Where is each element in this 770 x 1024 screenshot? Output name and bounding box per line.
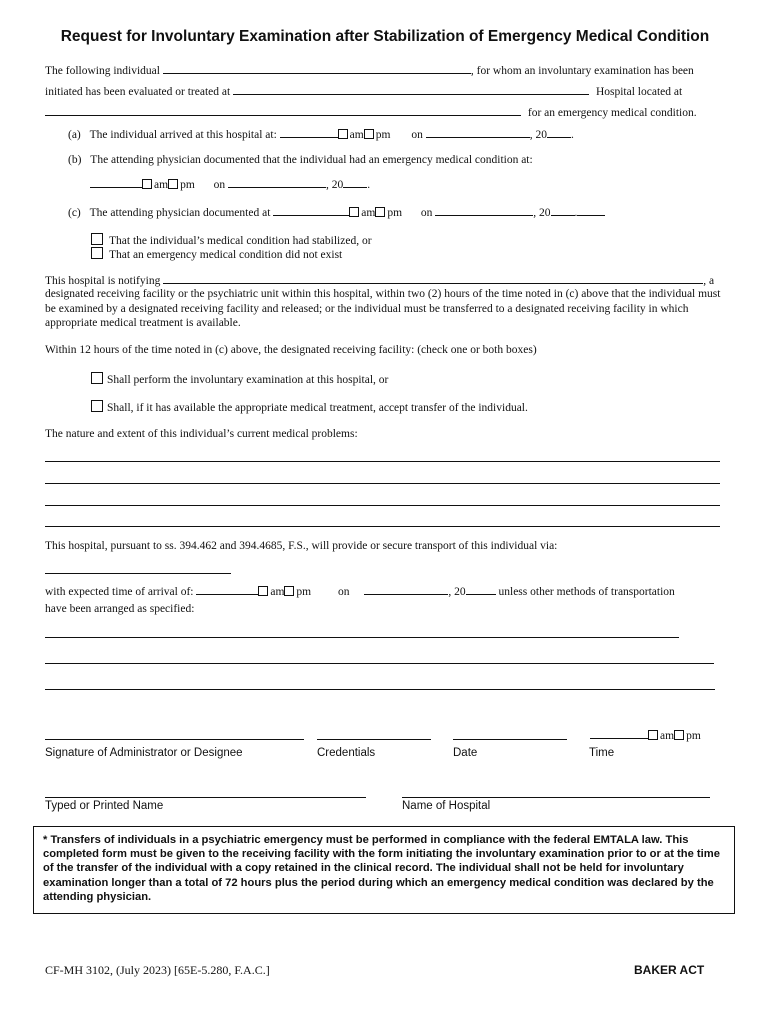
- form-title: Request for Involuntary Examination after Stabilization of Emergency Medical Condition: [60, 28, 710, 45]
- no-emergency-checkbox[interactable]: [91, 247, 103, 259]
- transport-label: This hospital, pursuant to ss. 394.462 and 394.4685, F.S., will provide or secure transport of this individual via:: [45, 540, 558, 552]
- item-text: The attending physician documented at: [89, 207, 271, 219]
- arrival-rest: unless other methods of transportation: [498, 586, 675, 598]
- year-prefix: , 20: [326, 179, 344, 191]
- am-label: am: [270, 586, 285, 598]
- pm-checkbox[interactable]: [168, 179, 178, 189]
- problems-line-3[interactable]: [45, 505, 720, 506]
- notifying-end: , a: [703, 275, 715, 287]
- perform-exam-checkbox[interactable]: [91, 372, 103, 384]
- intro-text: for an emergency medical condition.: [527, 107, 697, 119]
- arrival-label: with expected time of arrival of:: [45, 586, 194, 598]
- arrival-line: [45, 583, 675, 598]
- signature-label: Signature of Administrator or Designee: [45, 747, 243, 759]
- item-letter: (c): [68, 207, 81, 219]
- date-label: Date: [453, 747, 478, 759]
- time-field-row: [590, 727, 701, 742]
- item-letter: (a): [68, 129, 81, 141]
- intro-line-1: [45, 62, 694, 77]
- credentials-field[interactable]: [317, 739, 431, 740]
- no-emergency-option: [91, 247, 342, 261]
- arrival-expected-year-field[interactable]: [466, 583, 496, 595]
- pm-checkbox[interactable]: [674, 730, 684, 740]
- year-prefix: , 20: [448, 586, 466, 598]
- arrival-date-field[interactable]: [426, 126, 530, 138]
- typed-name-label: Typed or Printed Name: [45, 800, 164, 812]
- pm-checkbox[interactable]: [375, 207, 385, 217]
- pm-label: pm: [387, 207, 403, 219]
- credentials-label: Credentials: [317, 747, 376, 759]
- period: .: [367, 179, 371, 191]
- stabilized-checkbox[interactable]: [91, 233, 103, 245]
- emergency-year-field[interactable]: [343, 176, 367, 188]
- period: .: [574, 207, 578, 219]
- option-label: Shall, if it has available the appropriate medical treatment, accept transfer of the individual.: [107, 402, 528, 414]
- arrival-year-field[interactable]: [547, 126, 571, 138]
- option-label: Shall perform the involuntary examination at this hospital, or: [107, 374, 389, 386]
- typed-name-field[interactable]: [45, 797, 366, 798]
- arranged-line-1[interactable]: [45, 637, 679, 638]
- transport-method-field[interactable]: [45, 573, 231, 574]
- pm-label: pm: [375, 129, 391, 141]
- on-label: on: [420, 207, 433, 219]
- am-checkbox[interactable]: [142, 179, 152, 189]
- pm-label: pm: [686, 730, 701, 742]
- am-checkbox[interactable]: [258, 586, 268, 596]
- accept-transfer-option: [91, 400, 528, 414]
- pm-label: pm: [296, 586, 312, 598]
- on-label: on: [213, 179, 226, 191]
- item-text: The individual arrived at this hospital at:: [89, 129, 277, 141]
- option-label: That an emergency medical condition did not exist: [109, 249, 343, 261]
- intro-line-3: [45, 104, 697, 119]
- option-label: That the individual’s medical condition had stabilized, or: [109, 235, 372, 247]
- trailing-blank: [577, 204, 605, 216]
- hospital-location-field[interactable]: [45, 104, 521, 116]
- problems-label: The nature and extent of this individual’s current medical problems:: [45, 428, 358, 440]
- am-checkbox[interactable]: [338, 129, 348, 139]
- on-label: on: [338, 586, 350, 598]
- notifying-paragraph: designated receiving facility or the psychiatric unit within this hospital, within two (2) hours of the time noted in (c) above that the individual must be examined by a designated receiving facility and released; or the individual must be transferred to a designated receiving facility in which appropriate medical treatment is available.: [45, 288, 721, 329]
- intro-text: The following individual: [45, 65, 160, 77]
- am-checkbox[interactable]: [349, 207, 359, 217]
- hospital-name-field[interactable]: [233, 83, 589, 95]
- pm-label: pm: [180, 179, 195, 191]
- documented-year-field[interactable]: [551, 204, 575, 216]
- baker-act-label: BAKER ACT: [634, 963, 705, 977]
- am-label: am: [349, 129, 364, 141]
- problems-line-4[interactable]: [45, 526, 720, 527]
- notifying-label: This hospital is notifying: [45, 275, 161, 287]
- time-field[interactable]: [590, 727, 648, 739]
- arrival-expected-time-field[interactable]: [196, 583, 258, 595]
- within-12-hours: Within 12 hours of the time noted in (c) above, the designated receiving facility: (check one or both boxes): [45, 344, 537, 356]
- signature-field[interactable]: [45, 739, 304, 740]
- hospital-name-signature-field[interactable]: [402, 797, 710, 798]
- date-field[interactable]: [453, 739, 567, 740]
- stabilized-option: [91, 233, 372, 247]
- perform-exam-option: [91, 372, 388, 386]
- arranged-label: have been arranged as specified:: [45, 603, 195, 615]
- receiving-facility-field[interactable]: [163, 272, 703, 284]
- emtala-notice: * Transfers of individuals in a psychiatric emergency must be performed in compliance with the federal EMTALA law. This completed form must be given to the receiving facility with the form initiating the involuntary examination prior to or at the time of the transfer of the individual with a copy retained in the clinical record. The individual shall not be held for involuntary examination longer than a total of 72 hours plus the period during which an emergency medical condition was declared by the attending physician.: [33, 826, 735, 914]
- arranged-line-2[interactable]: [45, 663, 714, 664]
- notifying-line: [45, 272, 714, 287]
- am-checkbox[interactable]: [648, 730, 658, 740]
- am-label: am: [154, 179, 169, 191]
- accept-transfer-checkbox[interactable]: [91, 400, 103, 412]
- am-label: am: [361, 207, 376, 219]
- item-a: [68, 126, 574, 141]
- documented-date-field[interactable]: [435, 204, 533, 216]
- arranged-line-3[interactable]: [45, 689, 715, 690]
- emergency-time-field[interactable]: [90, 176, 142, 188]
- documented-time-field[interactable]: [273, 204, 349, 216]
- problems-line-2[interactable]: [45, 483, 720, 484]
- arrival-expected-date-field[interactable]: [364, 583, 448, 595]
- arrival-time-field[interactable]: [280, 126, 338, 138]
- form-id: CF-MH 3102, (July 2023) [65E-5.280, F.A.C.]: [45, 963, 270, 977]
- pm-checkbox[interactable]: [284, 586, 294, 596]
- am-label: am: [660, 730, 675, 742]
- item-b-time-row: [90, 176, 370, 191]
- hospital-name-label: Name of Hospital: [402, 800, 491, 812]
- item-c: [68, 204, 605, 219]
- year-prefix: , 20: [533, 207, 551, 219]
- item-letter: (b): [68, 154, 82, 166]
- problems-line-1[interactable]: [45, 461, 720, 462]
- intro-text: , for whom an involuntary examination has been: [470, 65, 694, 77]
- intro-line-2: [45, 83, 682, 98]
- item-b: [68, 154, 533, 166]
- year-prefix: , 20: [529, 129, 547, 141]
- pm-checkbox[interactable]: [364, 129, 374, 139]
- time-label: Time: [589, 747, 615, 759]
- intro-text: Hospital located at: [595, 86, 683, 98]
- emergency-date-field[interactable]: [228, 176, 326, 188]
- intro-text: initiated has been evaluated or treated at: [45, 86, 231, 98]
- item-text: The attending physician documented that the individual had an emergency medical condition at:: [90, 154, 533, 166]
- individual-name-field[interactable]: [163, 62, 471, 74]
- period: .: [570, 129, 574, 141]
- on-label: on: [411, 129, 423, 141]
